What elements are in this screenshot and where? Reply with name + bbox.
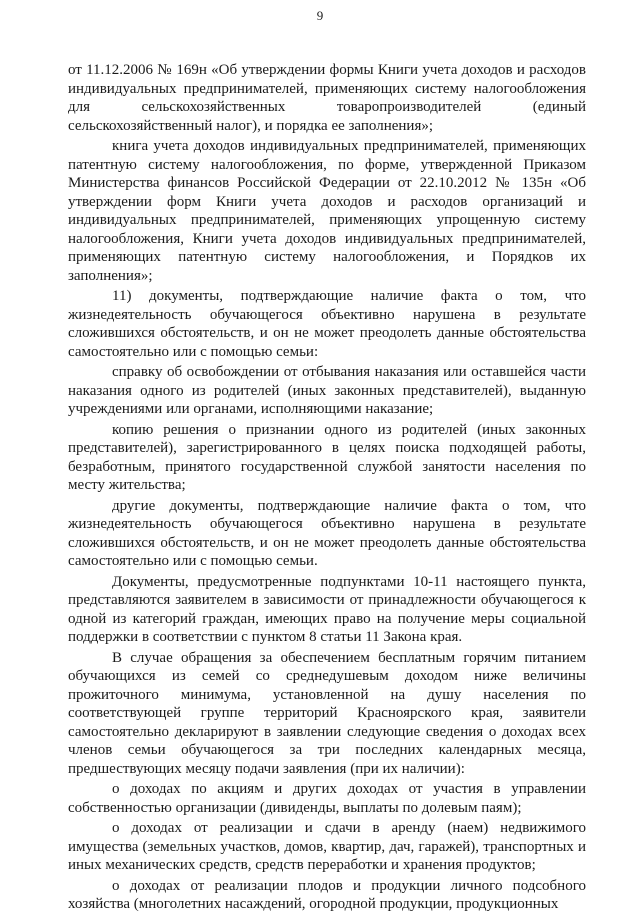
document-body <box>68 61 586 914</box>
paragraph: о доходах от реализации плодов и продукции личного подсобного хозяйства (многолетних насаждений, огородной продукции, продукционных <box>68 877 586 912</box>
paragraph: 11) документы, подтверждающие наличие факта о том, что жизнедеятельность обучающегося объективно нарушена в результате сложившихся обстоятельств, и он не может преодолеть данные обстоятельства самостоятельно или с помощью семьи: <box>68 288 586 360</box>
paragraph: В случае обращения за обеспечением бесплатным горячим питанием обучающихся из семей со среднедушевым доходом ниже величины прожиточного минимума, установленной на душу населения по соответствующей группе территорий Красноярского края, заявители самостоятельно декларируют в заявлении следующие сведения о доходах всех членов семьи обучающегося за три последних календарных месяца, предшествующих месяцу подачи заявления (при их наличии): <box>68 649 586 777</box>
paragraph: Документы, предусмотренные подпунктами 10-11 настоящего пункта, представляются заявителем в зависимости от принадлежности обучающегося к одной из категорий граждан, имеющих право на получение меры социальной поддержки в соответствии с пунктом 8 статьи 11 Закона края. <box>68 573 586 645</box>
paragraph: другие документы, подтверждающие наличие факта о том, что жизнедеятельность обучающегося объективно нарушена в результате сложившихся обстоятельств, и он не может преодолеть данные обстоятельства самостоятельно или с помощью семьи. <box>68 497 586 569</box>
paragraph: о доходах по акциям и других доходах от участия в управлении собственностью организации (дивиденды, выплаты по долевым паям); <box>68 781 586 816</box>
paragraph: книга учета доходов индивидуальных предпринимателей, применяющих патентную систему налогообложения, по форме, утвержденной Приказом Министерства финансов Российской Федерации от 22.10.2012 № 135н «Об утверждении форм Книги учета доходов и расходов организаций и индивидуальных предпринимателей, применяющих упрощенную систему налогообложения, Книги учета доходов индивидуальных предпринимателей, применяющих патентную систему налогообложения, и Порядков их заполнения»; <box>68 138 586 284</box>
paragraph: от 11.12.2006 № 169н «Об утверждении формы Книги учета доходов и расходов индивидуальных предпринимателей, применяющих систему налогообложения для сельскохозяйственных товаропроизводителей (единый сельскохозяйственный налог), и порядка ее заполнения»; <box>68 62 586 134</box>
paragraph: о доходах от реализации и сдачи в аренду (наем) недвижимого имущества (земельных участков, домов, квартир, дач, гаражей), транспортных и иных механических средств, средств переработки и хранения продуктов; <box>68 820 586 873</box>
paragraph: копию решения о признании одного из родителей (иных законных представителей), зарегистрированного в целях поиска подходящей работы, безработным, принятого государственной службой занятости населения по месту жительства; <box>68 421 586 493</box>
page-number: 9 <box>316 8 324 23</box>
paragraph: справку об освобождении от отбывания наказания или оставшейся части наказания одного из родителей (иных законных представителей), выданную учреждениями или органами, исполняющими наказание; <box>68 364 586 417</box>
